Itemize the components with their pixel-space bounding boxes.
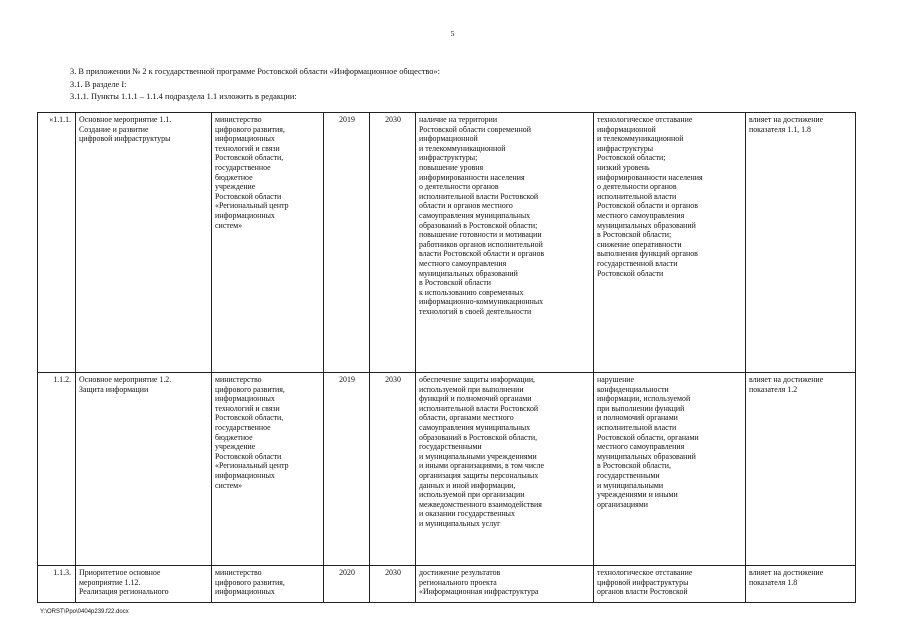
start-year-cell: 2019 xyxy=(324,373,370,566)
consequences-text-line: в Ростовской области; xyxy=(597,230,672,240)
measure-name-cell xyxy=(76,566,212,603)
consequences-text-line: муниципальных образований xyxy=(597,220,696,230)
end-year-cell: 2030 xyxy=(370,566,416,603)
executor-text-line: «Региональный центр xyxy=(215,461,289,471)
expected-result-text-line: области и органов местного xyxy=(419,201,513,211)
row-number-cell: 1.1.3. xyxy=(38,566,76,603)
expected-result-text-line: достижение результатов xyxy=(419,568,501,577)
consequences-text-line: инфраструктуры xyxy=(597,143,654,153)
expected-result-text-line: самоуправления муниципальных xyxy=(419,210,531,220)
expected-result-text-line: используемой при выполнении xyxy=(419,384,524,394)
executor-text-line: учреждение xyxy=(215,442,256,452)
expected-result-text-line: обеспечение защиты информации, xyxy=(419,375,536,384)
executor-text-line: министерство xyxy=(215,375,262,384)
consequences-text-line: низкий уровень xyxy=(597,162,650,172)
indicator-link-text-line: влияет на достижение xyxy=(749,115,824,124)
measures-table xyxy=(37,112,856,603)
consequences-cell xyxy=(594,373,746,566)
executor-text-line: цифрового развития, xyxy=(215,124,285,134)
expected-result-text-line: в Ростовской области xyxy=(419,278,491,288)
consequences-text-line: цифровой инфраструктуры xyxy=(597,577,689,587)
expected-result-cell xyxy=(416,566,594,603)
consequences-text-line: конфиденциальности xyxy=(597,384,669,394)
consequences-text-line: технологическое отставание xyxy=(597,568,693,577)
consequences-text-line: в Ростовской области, xyxy=(597,461,671,471)
executor-text-line: министерство xyxy=(215,115,262,124)
expected-result-text-line: Ростовской области современной xyxy=(419,124,531,134)
consequences-text-line: выполнения функций органов xyxy=(597,249,698,259)
expected-result-text-line: используемой при организации xyxy=(419,490,525,500)
expected-result-text-line: и иными организациями, в том числе xyxy=(419,461,544,471)
consequences-text-line: Ростовской области, органами xyxy=(597,432,699,442)
expected-result-text-line: функций и полномочий органами xyxy=(419,394,532,404)
executor-text-line: «Региональный центр xyxy=(215,201,289,211)
executor-text-line: цифрового развития, xyxy=(215,384,285,394)
indicator-link-text-line: показателя 1.8 xyxy=(749,577,798,587)
consequences-text-line: и телекоммуникационной xyxy=(597,134,684,144)
expected-result-text-line: данных и иной информации, xyxy=(419,480,516,490)
executor-text-line: государственное xyxy=(215,162,271,172)
consequences-text-line: исполнительной власти xyxy=(597,191,677,201)
measure-name-cell xyxy=(76,113,212,373)
consequences-text-line: Ростовской области; xyxy=(597,153,666,163)
table-row xyxy=(38,113,856,373)
consequences-text-line: технологическое отставание xyxy=(597,115,693,124)
measure-name-text-line: мероприятие 1.12. xyxy=(79,577,141,587)
executor-text-line: цифрового развития, xyxy=(215,577,285,587)
expected-result-text-line: о деятельности органов xyxy=(419,182,499,192)
consequences-cell xyxy=(594,113,746,373)
consequences-text-line: местного самоуправления xyxy=(597,442,685,452)
expected-result-text-line: информационной xyxy=(419,134,478,144)
expected-result-text-line: межведомственного взаимодействия xyxy=(419,499,542,509)
expected-result-text-line: наличие на территории xyxy=(419,115,498,124)
expected-result-text-line: технологий в своей деятельности xyxy=(419,306,532,316)
indicator-link-text-line: показателя 1.1, 1.8 xyxy=(749,124,811,134)
indicator-link-cell xyxy=(746,373,856,566)
consequences-text-line: при выполнении функций xyxy=(597,403,685,413)
executor-cell xyxy=(212,113,324,373)
expected-result-text-line: области, органами местного xyxy=(419,413,514,423)
measure-name-text-line: Защита информации xyxy=(79,384,149,394)
measure-name-cell xyxy=(76,373,212,566)
executor-text-line: Ростовской области xyxy=(215,451,282,461)
intro-line-3: 3.1.1. Пункты 1.1.1 – 1.1.4 подраздела 1.1 изложить в редакции: xyxy=(70,92,297,101)
table-row xyxy=(38,373,856,566)
expected-result-text-line: «Информационная инфраструктура xyxy=(419,587,539,597)
executor-text-line: учреждение xyxy=(215,182,256,192)
measure-name-text-line: цифровой инфраструктуры xyxy=(79,134,171,144)
end-year-cell: 2030 xyxy=(370,373,416,566)
expected-result-text-line: и оказании государственных xyxy=(419,509,515,519)
start-year-cell: 2019 xyxy=(324,113,370,373)
executor-cell xyxy=(212,566,324,603)
executor-text-line: министерство xyxy=(215,568,262,577)
expected-result-text-line: и муниципальными учреждениями xyxy=(419,451,537,461)
consequences-text-line: о деятельности органов xyxy=(597,182,677,192)
executor-text-line: информационных xyxy=(215,394,275,404)
measure-name-text-line: Основное мероприятие 1.1. xyxy=(79,115,172,124)
executor-text-line: информационных xyxy=(215,210,275,220)
file-path-footer: Y:\ORST\Ppo\0404p239.f22.docx xyxy=(40,609,129,615)
consequences-text-line: и муниципальными xyxy=(597,480,664,490)
end-year-cell: 2030 xyxy=(370,113,416,373)
consequences-text-line: снижение оперативности xyxy=(597,239,682,249)
measure-name-text-line: Основное мероприятие 1.2. xyxy=(79,375,172,384)
consequences-text-line: исполнительной власти xyxy=(597,422,677,432)
start-year-cell: 2020 xyxy=(324,566,370,603)
expected-result-text-line: власти Ростовской области и органов xyxy=(419,249,545,259)
expected-result-text-line: государственными xyxy=(419,442,482,452)
table-row xyxy=(38,566,856,603)
expected-result-text-line: к использованию современных xyxy=(419,287,524,297)
expected-result-text-line: образований в Ростовской области, xyxy=(419,432,538,442)
executor-text-line: технологий и связи xyxy=(215,403,280,413)
executor-text-line: Ростовской области, xyxy=(215,413,284,423)
expected-result-text-line: и муниципальных услуг xyxy=(419,518,501,528)
expected-result-text-line: организация защиты персональных xyxy=(419,470,539,480)
expected-result-text-line: информированности населения xyxy=(419,172,525,182)
expected-result-text-line: местного самоуправления xyxy=(419,258,507,268)
consequences-text-line: Ростовской области и органов xyxy=(597,201,698,211)
indicator-link-cell xyxy=(746,113,856,373)
expected-result-text-line: повышение готовности и мотивации xyxy=(419,230,542,240)
consequences-text-line: органов власти Ростовской xyxy=(597,587,688,597)
row-number-cell: «1.1.1. xyxy=(38,113,76,373)
expected-result-text-line: регионального проекта xyxy=(419,577,497,587)
consequences-text-line: государственными xyxy=(597,470,660,480)
executor-text-line: государственное xyxy=(215,422,271,432)
consequences-text-line: информации, используемой xyxy=(597,394,691,404)
executor-text-line: систем» xyxy=(215,220,243,230)
expected-result-text-line: инфраструктуры; xyxy=(419,153,478,163)
executor-text-line: информационных xyxy=(215,134,275,144)
consequences-text-line: государственной власти xyxy=(597,258,678,268)
indicator-link-text-line: влияет на достижение xyxy=(749,568,824,577)
measure-name-text-line: Приоритетное основное xyxy=(79,568,161,577)
executor-text-line: систем» xyxy=(215,480,243,490)
intro-line-1: 3. В приложении № 2 к государственной программе Ростовской области «Информационное общество»: xyxy=(70,67,440,76)
consequences-text-line: Ростовской области xyxy=(597,268,664,278)
executor-text-line: бюджетное xyxy=(215,172,253,182)
page-number: 5 xyxy=(450,29,455,38)
expected-result-cell xyxy=(416,373,594,566)
expected-result-cell xyxy=(416,113,594,373)
consequences-text-line: нарушение xyxy=(597,375,635,384)
expected-result-text-line: самоуправления муниципальных xyxy=(419,422,531,432)
consequences-text-line: и полномочий органами xyxy=(597,413,678,423)
consequences-text-line: информированности населения xyxy=(597,172,703,182)
consequences-cell xyxy=(594,566,746,603)
measure-name-text-line: Создание и развитие xyxy=(79,124,149,134)
expected-result-text-line: исполнительной власти Ростовской xyxy=(419,403,539,413)
consequences-text-line: учреждениями и иными xyxy=(597,490,678,500)
consequences-text-line: организациями xyxy=(597,499,648,509)
consequences-text-line: информационной xyxy=(597,124,656,134)
row-number-cell: 1.1.2. xyxy=(38,373,76,566)
expected-result-text-line: работников органов исполнительной xyxy=(419,239,543,249)
executor-text-line: информационных xyxy=(215,470,275,480)
expected-result-text-line: исполнительной власти Ростовской xyxy=(419,191,539,201)
consequences-text-line: местного самоуправления xyxy=(597,210,685,220)
executor-text-line: Ростовской области xyxy=(215,191,282,201)
expected-result-text-line: и телекоммуникационной xyxy=(419,143,506,153)
expected-result-text-line: повышение уровня xyxy=(419,162,484,172)
intro-line-2: 3.1. В разделе I: xyxy=(70,80,127,89)
executor-text-line: бюджетное xyxy=(215,432,253,442)
expected-result-text-line: муниципальных образований xyxy=(419,268,518,278)
expected-result-text-line: информационно-коммуникационных xyxy=(419,297,544,307)
executor-text-line: технологий и связи xyxy=(215,143,280,153)
executor-text-line: информационных xyxy=(215,587,275,597)
indicator-link-text-line: показателя 1.2 xyxy=(749,384,798,394)
indicator-link-text-line: влияет на достижение xyxy=(749,375,824,384)
consequences-text-line: муниципальных образований xyxy=(597,451,696,461)
measure-name-text-line: Реализация регионального xyxy=(79,587,169,597)
executor-text-line: Ростовской области, xyxy=(215,153,284,163)
indicator-link-cell xyxy=(746,566,856,603)
expected-result-text-line: образований в Ростовской области; xyxy=(419,220,538,230)
executor-cell xyxy=(212,373,324,566)
